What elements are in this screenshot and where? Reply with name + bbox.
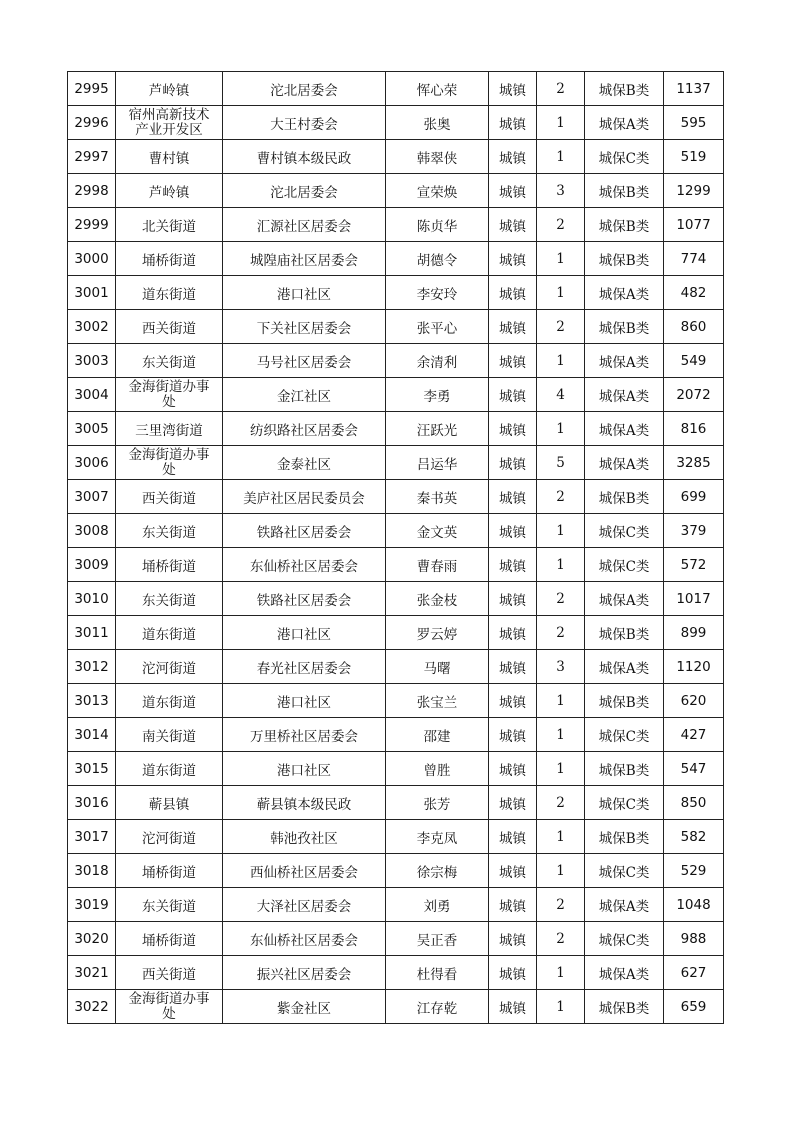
area-type-cell: 城镇: [489, 888, 537, 922]
community-cell: 下关社区居委会: [223, 310, 386, 344]
township-cell: 西关街道: [116, 310, 223, 344]
township-cell: 东关街道: [116, 888, 223, 922]
person-name-cell: 李勇: [386, 378, 489, 412]
township-cell: 东关街道: [116, 582, 223, 616]
insurance-category-cell: 城保A类: [585, 956, 664, 990]
table-row: [68, 106, 724, 140]
amount-cell: 850: [664, 786, 724, 820]
amount-cell: 549: [664, 344, 724, 378]
row-number-cell: 3010: [68, 582, 116, 616]
community-cell: 港口社区: [223, 616, 386, 650]
township-text: 金海街道办事处: [128, 378, 210, 410]
insurance-category-cell: 城保A类: [585, 446, 664, 480]
person-name-cell: 吕运华: [386, 446, 489, 480]
household-size-cell: 1: [537, 684, 585, 718]
table-row: [68, 378, 724, 412]
household-size-cell: 1: [537, 106, 585, 140]
person-name-cell: 马曙: [386, 650, 489, 684]
area-type-cell: 城镇: [489, 174, 537, 208]
township-text: 宿州高新技术产业开发区: [128, 106, 210, 138]
household-size-cell: 2: [537, 582, 585, 616]
household-size-cell: 1: [537, 752, 585, 786]
area-type-cell: 城镇: [489, 208, 537, 242]
community-cell: 紫金社区: [223, 990, 386, 1024]
township-cell: 蕲县镇: [116, 786, 223, 820]
township-cell: [116, 446, 223, 480]
township-cell: [116, 106, 223, 140]
household-size-cell: 1: [537, 956, 585, 990]
area-type-cell: 城镇: [489, 616, 537, 650]
community-cell: 蕲县镇本级民政: [223, 786, 386, 820]
table-body: [68, 72, 724, 1024]
area-type-cell: 城镇: [489, 786, 537, 820]
household-size-cell: 2: [537, 888, 585, 922]
person-name-cell: 罗云婷: [386, 616, 489, 650]
person-name-cell: 秦书英: [386, 480, 489, 514]
community-cell: 万里桥社区居委会: [223, 718, 386, 752]
insurance-category-cell: 城保B类: [585, 208, 664, 242]
community-cell: 城隍庙社区居委会: [223, 242, 386, 276]
person-name-cell: 邵建: [386, 718, 489, 752]
amount-cell: 3285: [664, 446, 724, 480]
table-row: [68, 242, 724, 276]
area-type-cell: 城镇: [489, 276, 537, 310]
amount-cell: 899: [664, 616, 724, 650]
insurance-category-cell: 城保B类: [585, 72, 664, 106]
township-cell: [116, 378, 223, 412]
table-row: [68, 684, 724, 718]
table-row: [68, 854, 724, 888]
amount-cell: 627: [664, 956, 724, 990]
area-type-cell: 城镇: [489, 820, 537, 854]
insurance-category-cell: 城保C类: [585, 922, 664, 956]
row-number-cell: 2996: [68, 106, 116, 140]
insurance-category-cell: 城保C类: [585, 140, 664, 174]
area-type-cell: 城镇: [489, 650, 537, 684]
community-cell: 振兴社区居委会: [223, 956, 386, 990]
community-cell: 西仙桥社区居委会: [223, 854, 386, 888]
table-row: [68, 446, 724, 480]
amount-cell: 482: [664, 276, 724, 310]
amount-cell: 1048: [664, 888, 724, 922]
area-type-cell: 城镇: [489, 310, 537, 344]
township-cell: 西关街道: [116, 480, 223, 514]
area-type-cell: 城镇: [489, 718, 537, 752]
table-row: [68, 72, 724, 106]
insurance-category-cell: 城保A类: [585, 582, 664, 616]
township-cell: 西关街道: [116, 956, 223, 990]
row-number-cell: 2998: [68, 174, 116, 208]
household-size-cell: 5: [537, 446, 585, 480]
table-row: [68, 956, 724, 990]
township-cell: 道东街道: [116, 616, 223, 650]
household-size-cell: 1: [537, 718, 585, 752]
township-cell: 北关街道: [116, 208, 223, 242]
area-type-cell: 城镇: [489, 548, 537, 582]
amount-cell: 1137: [664, 72, 724, 106]
insurance-category-cell: 城保C类: [585, 718, 664, 752]
area-type-cell: 城镇: [489, 854, 537, 888]
community-cell: 港口社区: [223, 684, 386, 718]
insurance-category-cell: 城保C类: [585, 548, 664, 582]
township-cell: 曹村镇: [116, 140, 223, 174]
insurance-category-cell: 城保B类: [585, 174, 664, 208]
household-size-cell: 1: [537, 990, 585, 1024]
area-type-cell: 城镇: [489, 446, 537, 480]
household-size-cell: 2: [537, 922, 585, 956]
township-cell: 芦岭镇: [116, 72, 223, 106]
amount-cell: 2072: [664, 378, 724, 412]
person-name-cell: 金文英: [386, 514, 489, 548]
amount-cell: 1120: [664, 650, 724, 684]
person-name-cell: 徐宗梅: [386, 854, 489, 888]
area-type-cell: 城镇: [489, 480, 537, 514]
row-number-cell: 3013: [68, 684, 116, 718]
person-name-cell: 恽心荣: [386, 72, 489, 106]
area-type-cell: 城镇: [489, 106, 537, 140]
row-number-cell: 3001: [68, 276, 116, 310]
area-type-cell: 城镇: [489, 922, 537, 956]
amount-cell: 774: [664, 242, 724, 276]
person-name-cell: 江存乾: [386, 990, 489, 1024]
table-row: [68, 174, 724, 208]
table-row: [68, 718, 724, 752]
insurance-category-cell: 城保B类: [585, 990, 664, 1024]
row-number-cell: 3000: [68, 242, 116, 276]
row-number-cell: 3017: [68, 820, 116, 854]
table-row: [68, 990, 724, 1024]
row-number-cell: 3020: [68, 922, 116, 956]
insurance-category-cell: 城保B类: [585, 684, 664, 718]
table-row: [68, 548, 724, 582]
amount-cell: 1077: [664, 208, 724, 242]
insurance-category-cell: 城保A类: [585, 378, 664, 412]
township-text: 金海街道办事处: [128, 446, 210, 478]
table-row: [68, 752, 724, 786]
community-cell: 曹村镇本级民政: [223, 140, 386, 174]
insurance-category-cell: 城保A类: [585, 106, 664, 140]
person-name-cell: 张宝兰: [386, 684, 489, 718]
table-row: [68, 140, 724, 174]
insurance-category-cell: 城保C类: [585, 786, 664, 820]
amount-cell: 595: [664, 106, 724, 140]
row-number-cell: 3016: [68, 786, 116, 820]
community-cell: 铁路社区居委会: [223, 582, 386, 616]
insurance-category-cell: 城保A类: [585, 650, 664, 684]
row-number-cell: 3009: [68, 548, 116, 582]
amount-cell: 659: [664, 990, 724, 1024]
insurance-category-cell: 城保B类: [585, 820, 664, 854]
row-number-cell: 3021: [68, 956, 116, 990]
area-type-cell: 城镇: [489, 990, 537, 1024]
township-cell: 东关街道: [116, 514, 223, 548]
table-row: [68, 582, 724, 616]
row-number-cell: 2995: [68, 72, 116, 106]
township-cell: 沱河街道: [116, 650, 223, 684]
community-cell: 美庐社区居民委员会: [223, 480, 386, 514]
row-number-cell: 3015: [68, 752, 116, 786]
table-row: [68, 310, 724, 344]
person-name-cell: 陈贞华: [386, 208, 489, 242]
table-row: [68, 514, 724, 548]
amount-cell: 572: [664, 548, 724, 582]
amount-cell: 529: [664, 854, 724, 888]
table-row: [68, 650, 724, 684]
township-cell: 道东街道: [116, 752, 223, 786]
township-cell: 埇桥街道: [116, 548, 223, 582]
household-size-cell: 1: [537, 344, 585, 378]
township-cell: 三里湾街道: [116, 412, 223, 446]
person-name-cell: 张奥: [386, 106, 489, 140]
community-cell: 马号社区居委会: [223, 344, 386, 378]
insurance-category-cell: 城保B类: [585, 242, 664, 276]
amount-cell: 988: [664, 922, 724, 956]
row-number-cell: 3004: [68, 378, 116, 412]
amount-cell: 427: [664, 718, 724, 752]
township-cell: 埇桥街道: [116, 922, 223, 956]
household-size-cell: 1: [537, 854, 585, 888]
insurance-category-cell: 城保A类: [585, 888, 664, 922]
row-number-cell: 3005: [68, 412, 116, 446]
community-cell: 铁路社区居委会: [223, 514, 386, 548]
household-size-cell: 3: [537, 174, 585, 208]
household-size-cell: 3: [537, 650, 585, 684]
township-cell: 埇桥街道: [116, 242, 223, 276]
row-number-cell: 3012: [68, 650, 116, 684]
area-type-cell: 城镇: [489, 514, 537, 548]
insurance-category-cell: 城保B类: [585, 310, 664, 344]
table-row: [68, 820, 724, 854]
household-size-cell: 1: [537, 276, 585, 310]
household-size-cell: 2: [537, 616, 585, 650]
township-text: 金海街道办事处: [128, 990, 210, 1022]
amount-cell: 816: [664, 412, 724, 446]
township-cell: 沱河街道: [116, 820, 223, 854]
row-number-cell: 2999: [68, 208, 116, 242]
person-name-cell: 张金枝: [386, 582, 489, 616]
area-type-cell: 城镇: [489, 344, 537, 378]
community-cell: 东仙桥社区居委会: [223, 548, 386, 582]
community-cell: 港口社区: [223, 276, 386, 310]
area-type-cell: 城镇: [489, 752, 537, 786]
insurance-category-cell: 城保B类: [585, 616, 664, 650]
amount-cell: 547: [664, 752, 724, 786]
household-size-cell: 2: [537, 786, 585, 820]
amount-cell: 379: [664, 514, 724, 548]
table-row: [68, 480, 724, 514]
table-row: [68, 616, 724, 650]
township-cell: 道东街道: [116, 684, 223, 718]
person-name-cell: 曾胜: [386, 752, 489, 786]
row-number-cell: 3008: [68, 514, 116, 548]
area-type-cell: 城镇: [489, 378, 537, 412]
community-cell: 大泽社区居委会: [223, 888, 386, 922]
person-name-cell: 曹春雨: [386, 548, 489, 582]
household-size-cell: 1: [537, 514, 585, 548]
person-name-cell: 吴正香: [386, 922, 489, 956]
area-type-cell: 城镇: [489, 140, 537, 174]
table-row: [68, 208, 724, 242]
table-row: [68, 786, 724, 820]
area-type-cell: 城镇: [489, 956, 537, 990]
township-cell: 芦岭镇: [116, 174, 223, 208]
person-name-cell: 汪跃光: [386, 412, 489, 446]
community-cell: 金江社区: [223, 378, 386, 412]
area-type-cell: 城镇: [489, 582, 537, 616]
area-type-cell: 城镇: [489, 242, 537, 276]
insurance-category-cell: 城保B类: [585, 752, 664, 786]
row-number-cell: 3018: [68, 854, 116, 888]
household-size-cell: 1: [537, 242, 585, 276]
person-name-cell: 张平心: [386, 310, 489, 344]
person-name-cell: 李安玲: [386, 276, 489, 310]
area-type-cell: 城镇: [489, 72, 537, 106]
row-number-cell: 3011: [68, 616, 116, 650]
insurance-category-cell: 城保C类: [585, 854, 664, 888]
row-number-cell: 3006: [68, 446, 116, 480]
row-number-cell: 2997: [68, 140, 116, 174]
amount-cell: 1299: [664, 174, 724, 208]
row-number-cell: 3019: [68, 888, 116, 922]
row-number-cell: 3002: [68, 310, 116, 344]
amount-cell: 860: [664, 310, 724, 344]
household-size-cell: 2: [537, 208, 585, 242]
insurance-category-cell: 城保A类: [585, 344, 664, 378]
amount-cell: 699: [664, 480, 724, 514]
amount-cell: 620: [664, 684, 724, 718]
household-size-cell: 2: [537, 480, 585, 514]
table-row: [68, 412, 724, 446]
household-size-cell: 1: [537, 140, 585, 174]
roster-table: [67, 71, 724, 1024]
community-cell: 沱北居委会: [223, 72, 386, 106]
person-name-cell: 胡德令: [386, 242, 489, 276]
community-cell: 纺织路社区居委会: [223, 412, 386, 446]
table-row: [68, 922, 724, 956]
area-type-cell: 城镇: [489, 684, 537, 718]
insurance-category-cell: 城保B类: [585, 480, 664, 514]
community-cell: 沱北居委会: [223, 174, 386, 208]
household-size-cell: 4: [537, 378, 585, 412]
household-size-cell: 2: [537, 310, 585, 344]
insurance-category-cell: 城保C类: [585, 514, 664, 548]
community-cell: 金泰社区: [223, 446, 386, 480]
table-row: [68, 888, 724, 922]
row-number-cell: 3014: [68, 718, 116, 752]
community-cell: 港口社区: [223, 752, 386, 786]
amount-cell: 1017: [664, 582, 724, 616]
township-cell: 东关街道: [116, 344, 223, 378]
person-name-cell: 宣荣焕: [386, 174, 489, 208]
community-cell: 汇源社区居委会: [223, 208, 386, 242]
insurance-category-cell: 城保A类: [585, 276, 664, 310]
insurance-category-cell: 城保A类: [585, 412, 664, 446]
township-cell: 道东街道: [116, 276, 223, 310]
row-number-cell: 3007: [68, 480, 116, 514]
household-size-cell: 2: [537, 72, 585, 106]
household-size-cell: 1: [537, 412, 585, 446]
person-name-cell: 张芳: [386, 786, 489, 820]
community-cell: 韩池孜社区: [223, 820, 386, 854]
community-cell: 东仙桥社区居委会: [223, 922, 386, 956]
person-name-cell: 余清利: [386, 344, 489, 378]
table-row: [68, 276, 724, 310]
household-size-cell: 1: [537, 548, 585, 582]
community-cell: 大王村委会: [223, 106, 386, 140]
amount-cell: 519: [664, 140, 724, 174]
table-row: [68, 344, 724, 378]
area-type-cell: 城镇: [489, 412, 537, 446]
row-number-cell: 3022: [68, 990, 116, 1024]
township-cell: 埇桥街道: [116, 854, 223, 888]
person-name-cell: 李克凤: [386, 820, 489, 854]
amount-cell: 582: [664, 820, 724, 854]
township-cell: 南关街道: [116, 718, 223, 752]
household-size-cell: 1: [537, 820, 585, 854]
person-name-cell: 杜得看: [386, 956, 489, 990]
person-name-cell: 刘勇: [386, 888, 489, 922]
township-cell: [116, 990, 223, 1024]
person-name-cell: 韩翠侠: [386, 140, 489, 174]
row-number-cell: 3003: [68, 344, 116, 378]
community-cell: 春光社区居委会: [223, 650, 386, 684]
